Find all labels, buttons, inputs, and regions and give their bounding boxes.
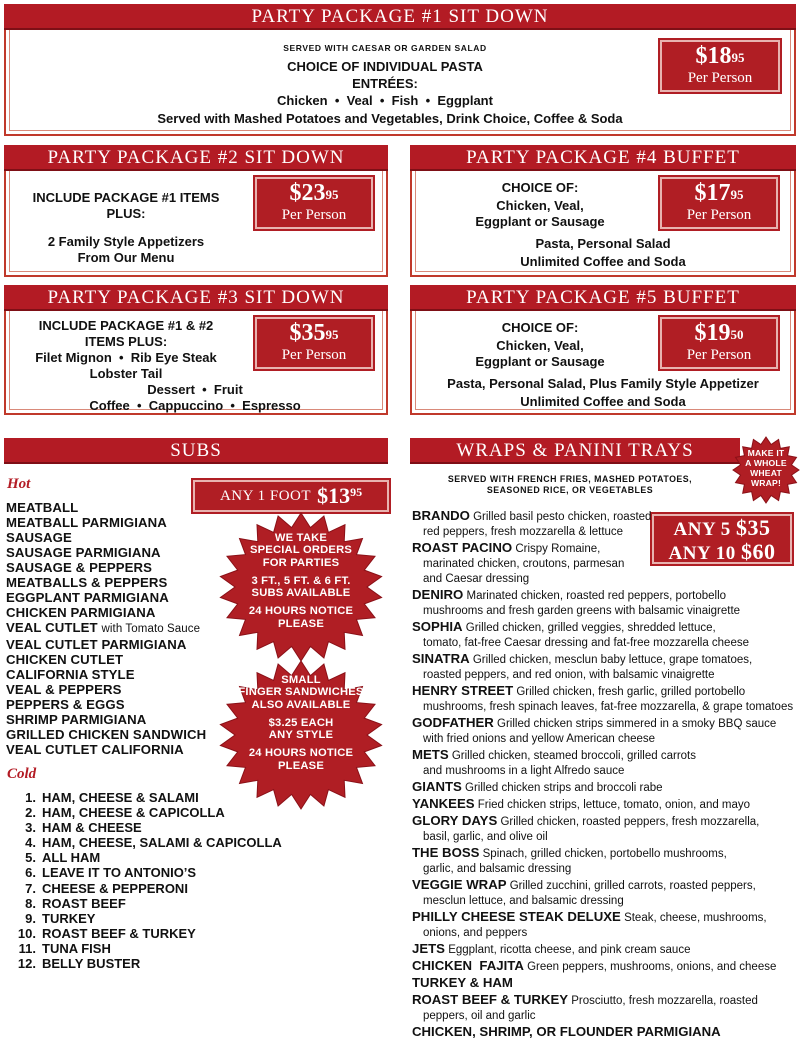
package3-line6: Coffee • Cappuccino • Espresso [89,398,301,413]
package5-price-badge [660,317,778,369]
wrap-item [412,992,798,1024]
starburst-line: FINGER SANDWICHES [238,686,364,699]
wrap-item [412,796,798,813]
starburst-line: PLEASE [278,617,324,630]
wrap-first-line [412,587,798,604]
wrap-first-line [412,683,798,700]
package1-title: PARTY PACKAGE #1 SIT DOWN [4,4,796,30]
any10-line: ANY 10 $60 [668,539,776,564]
cold-sub-name: TUNA FISH [42,940,111,956]
hot-sub-name: VEAL CUTLET CALIFORNIA [6,742,184,757]
wrap-item [412,779,798,796]
hot-sub-name: GRILLED CHICKEN SANDWICH [6,727,207,742]
starburst-line: PLEASE [278,759,324,772]
package3-line2: ITEMS PLUS: [84,334,168,349]
wrap-item [412,683,798,715]
package3-per-person: Per Person [281,347,347,363]
package3-line4: Lobster Tail [89,366,163,381]
wrap-description-continued: basil, garlic, and olive oil [423,831,548,843]
wrap-name: SINATRA [412,651,470,666]
package4-price: $\$17^{95}$ [694,180,744,206]
package4-line4: Pasta, Personal Salad [535,236,671,251]
cold-sub-item [16,896,316,911]
wrap-item [412,909,798,941]
starburst-line: A WHOLE [745,458,787,468]
package3-price: $\$35^{95}$ [289,320,339,346]
wrap-name: ROAST BEEF & TURKEY [412,992,569,1007]
wrap-description: Grilled chicken strips simmered in a smoky BBQ sauce [497,718,777,730]
package4-per-person: Per Person [686,207,752,223]
wrap-name: CHICKEN FAJITA [412,958,524,973]
wrap-description-continued: onions, and peppers [423,927,528,939]
package5-line1: CHOICE OF: [501,320,579,335]
wrap-item [412,941,798,958]
package5-per-person: Per Person [686,347,752,363]
wrap-name: ROAST PACINO [412,540,513,555]
starburst-line: $3.25 EACH [268,716,334,729]
wrap-description: Grilled chicken, grilled veggies, shredded lettuce, [465,622,716,634]
wraps-list [412,508,798,1041]
wrap-name: GODFATHER [412,715,494,730]
cold-sub-name: CHEESE & PEPPERONI [42,880,188,896]
cold-sub-number: 1. [25,790,36,805]
wrap-name: HENRY STREET [412,683,514,698]
hot-sub-name: SAUSAGE [6,530,72,545]
hot-sub-name: CALIFORNIA STYLE [6,667,135,682]
wrap-first-line [412,1024,798,1041]
package2-line1: INCLUDE PACKAGE #1 ITEMS [32,190,220,205]
starburst-line: SUBS AVAILABLE [251,587,351,600]
wrap-item [412,813,798,845]
any-foot-label: ANY 1 FOOT [219,487,312,504]
wrap-description-continued: tomato, fat-free Caesar dressing and fat-free mozzarella cheese [423,637,749,649]
wrap-first-line [412,975,798,992]
wrap-description: Spinach, grilled chicken, portobello mushrooms, [482,848,727,860]
subs-title: SUBS [4,438,388,464]
wrap-description: Grilled zucchini, grilled carrots, roasted peppers, [509,880,756,892]
starburst-line: WRAP! [750,478,782,488]
wrap-description-continued: marinated chicken, croutons, parmesan [423,558,625,570]
wraps-served-note [420,474,720,496]
hot-sub-name: SAUSAGE & PEPPERS [6,560,153,575]
starburst-line: SMALL [281,674,321,686]
wrap-name: CHICKEN, SHRIMP, OR FLOUNDER PARMIGIANA [412,1024,721,1039]
cold-sub-name: ALL HAM [42,850,101,866]
wrap-item [412,540,798,587]
cold-sub-number: 5. [25,850,36,866]
package5-price: $\$19^{50}$ [694,320,744,346]
cold-sub-name: ROAST BEEF [42,895,126,911]
wrap-item [412,958,798,975]
hot-sub-name: PEPPERS & EGGS [6,697,125,712]
hot-sub-name: SAUSAGE PARMIGIANA [6,545,161,560]
wrap-first-line [412,958,798,975]
package1-per-person: Per Person [687,70,753,86]
starburst-line: 3 FT., 5 FT. & 6 FT. [251,574,351,587]
cold-sub-number: 7. [25,880,36,896]
package5-line3: Eggplant or Sausage [475,354,605,369]
cold-sub-item [16,820,316,835]
package2-line2: PLUS: [106,206,146,221]
hot-sub-note: with Tomato Sauce [101,623,201,635]
package5-line5: Unlimited Coffee and Soda [520,394,686,409]
package3-price-badge [255,317,373,369]
wrap-description: Grilled basil pesto chicken, roasted [473,511,652,523]
any5-line: ANY 5 $35 [673,515,771,540]
wrap-description: Crispy Romaine, [515,543,601,555]
package2-per-person: Per Person [281,207,347,223]
cold-sub-item [16,865,316,880]
package4-line5: Unlimited Coffee and Soda [520,254,686,269]
wrap-item [412,747,798,779]
wrap-name: VEGGIE WRAP [412,877,507,892]
hot-sub-name: MEATBALLS & PEPPERS [6,575,168,590]
wrap-first-line [412,796,798,813]
package1-served: SERVED WITH CAESAR OR GARDEN SALAD [283,43,487,53]
wrap-name: METS [412,747,449,762]
wrap-name: BRANDO [412,508,470,523]
wrap-description-continued: peppers, oil and garlic [423,1010,536,1022]
wrap-first-line [412,619,798,636]
wrap-description-continued: roasted peppers, and red onion, with balsamic vinaigrette [423,669,715,681]
wrap-first-line [412,813,798,830]
cold-sub-number: 11. [18,940,36,956]
cold-sub-name: HAM, CHEESE & CAPICOLLA [42,805,225,821]
package5-title: PARTY PACKAGE #5 BUFFET [410,285,796,311]
starburst-line: WE TAKE [274,532,328,544]
special-orders-text [236,532,366,630]
cold-sub-name: ROAST BEEF & TURKEY [42,925,196,941]
package1-footer: Served with Mashed Potatoes and Vegetables, Drink Choice, Coffee & Soda [157,111,623,126]
any-foot-price: $\$13^{95}$ [317,483,363,508]
finger-sandwiches-text [234,674,368,772]
package1-entrees: Chicken • Veal • Fish • Eggplant [277,93,493,108]
wrap-item [412,508,798,540]
wrap-description: Grilled chicken, steamed broccoli, grilled carrots [451,750,696,762]
cold-sub-number: 2. [25,805,36,821]
wrap-first-line [412,508,798,525]
wrap-description: Marinated chicken, roasted red peppers, portobello [466,590,727,602]
hot-sub-name: CHICKEN PARMIGIANA [6,605,156,620]
wrap-name: GLORY DAYS [412,813,498,828]
cold-sub-item [16,790,316,805]
wrap-description-continued: garlic, and balsamic dressing [423,863,572,875]
cold-sub-number: 3. [25,820,36,836]
starburst-line: MAKE IT [747,448,785,458]
wrap-description: Eggplant, ricotta cheese, and pink cream sauce [448,944,691,956]
starburst-line: ALSO AVAILABLE [251,698,351,711]
package1-entrees-label: ENTRÉES: [352,76,418,91]
wrap-name: PHILLY CHEESE STEAK DELUXE [412,909,621,924]
package4-line2: Chicken, Veal, [496,198,584,213]
cold-sub-name: BELLY BUSTER [42,956,141,972]
hot-sub-name: MEATBALL [6,500,79,515]
starburst-line: WHEAT [750,468,782,478]
wrap-first-line [412,715,798,732]
wrap-description-continued: with fried onions and yellow American cheese [423,733,656,745]
hot-sub-name: CHICKEN CUTLET [6,652,124,667]
wraps-served-line2: SEASONED RICE, OR VEGETABLES [486,485,654,495]
cold-sub-item [16,941,316,956]
hot-sub-name: VEAL & PEPPERS [6,682,122,697]
wrap-description-continued: mushrooms, fresh spinach leaves, fat-free mozzarella, & grape tomatoes [423,701,794,713]
cold-sub-name: HAM, CHEESE, SALAMI & CAPICOLLA [42,835,282,851]
wrap-first-line [412,941,798,958]
wrap-description: Green peppers, mushrooms, onions, and cheese [527,961,777,973]
starburst-line: ANY STYLE [268,729,334,742]
package4-price-badge [660,177,778,229]
wrap-name: JETS [412,941,445,956]
wrap-first-line [412,747,798,764]
wrap-description: Grilled chicken, fresh garlic, grilled portobello [516,686,746,698]
wrap-item [412,715,798,747]
wrap-item [412,877,798,909]
wrap-description-continued: and Caesar dressing [423,573,530,585]
hot-sub-name: SHRIMP PARMIGIANA [6,712,147,727]
package2-price: $\$23^{95}$ [289,180,339,206]
hot-label: Hot [7,476,31,492]
package3-title: PARTY PACKAGE #3 SIT DOWN [4,285,388,311]
package4-line3: Eggplant or Sausage [475,214,605,229]
package1-price: $\$18^{95}$ [695,43,745,69]
cold-sub-item [16,956,316,971]
package3-line5: Dessert • Fruit [147,382,243,397]
wrap-name: YANKEES [412,796,475,811]
wrap-description: Steak, cheese, mushrooms, [624,912,767,924]
package3-line1: INCLUDE PACKAGE #1 & #2 [38,318,214,333]
cold-sub-number: 4. [25,835,36,851]
wrap-item [412,587,798,619]
package5-line4: Pasta, Personal Salad, Plus Family Style Appetizer [447,376,759,391]
wrap-name: TURKEY & HAM [412,975,513,990]
wraps-served-line1: SERVED WITH FRENCH FRIES, MASHED POTATOES, [447,474,693,484]
cold-sub-item [16,911,316,926]
hot-sub-name: VEAL CUTLET [6,620,98,635]
wrap-description: Grilled chicken, mesclun baby lettuce, grape tomatoes, [472,654,753,666]
cold-sub-number: 8. [25,895,36,911]
cold-sub-item [16,835,316,850]
starburst-line: FOR PARTIES [262,556,340,569]
cold-sub-item [16,926,316,941]
cold-sub-item [16,881,316,896]
cold-sub-item [16,850,316,865]
wrap-first-line [412,877,798,894]
cold-sub-name: HAM & CHEESE [42,820,142,836]
cold-sub-name: TURKEY [42,910,96,926]
wrap-item [412,845,798,877]
cold-subs-list [16,790,316,971]
wrap-first-line [412,992,798,1009]
package2-line4: From Our Menu [77,250,175,265]
package2-title: PARTY PACKAGE #2 SIT DOWN [4,145,388,171]
wrap-description: Grilled chicken, roasted peppers, fresh mozzarella, [500,816,760,828]
wrap-description: Grilled chicken strips and broccoli rabe [465,782,663,794]
cold-label: Cold [7,766,37,782]
starburst-line: 24 HOURS NOTICE [248,605,354,618]
wrap-first-line [412,779,798,796]
wrap-name: GIANTS [412,779,462,794]
hot-sub-name: VEAL CUTLET PARMIGIANA [6,637,187,652]
whole-wheat-badge-text [738,448,794,488]
cold-sub-item [16,805,316,820]
wrap-item [412,975,798,992]
wrap-description: Prosciutto, fresh mozzarella, roasted [571,995,758,1007]
package1-choice: CHOICE OF INDIVIDUAL PASTA [287,59,483,74]
cold-sub-name: HAM, CHEESE & SALAMI [42,790,199,805]
wrap-first-line [412,651,798,668]
wrap-description-continued: mesclun lettuce, and balsamic dressing [423,895,624,907]
hot-sub-name: EGGPLANT PARMIGIANA [6,590,169,605]
wrap-item [412,1024,798,1041]
wrap-name: SOPHIA [412,619,463,634]
starburst-line: SPECIAL ORDERS [249,544,353,557]
package3-line3: Filet Mignon • Rib Eye Steak [35,350,217,365]
wrap-name: THE BOSS [412,845,480,860]
package1-price-badge [660,40,780,92]
package2-line3: 2 Family Style Appetizers [47,234,205,249]
cold-sub-number: 10. [17,925,36,941]
wrap-first-line [412,540,798,557]
wrap-first-line [412,845,798,862]
starburst-line: 24 HOURS NOTICE [248,747,354,760]
wraps-title: WRAPS & PANINI TRAYS [410,438,740,464]
cold-sub-name: LEAVE IT TO ANTONIO’S [42,865,197,881]
wrap-first-line [412,909,798,926]
hot-sub-name: MEATBALL PARMIGIANA [6,515,167,530]
wrap-name: DENIRO [412,587,464,602]
cold-sub-number: 6. [25,865,36,881]
wrap-description-continued: and mushrooms in a light Alfredo sauce [423,765,625,777]
cold-sub-number: 9. [25,910,36,926]
wrap-description: Fried chicken strips, lettuce, tomato, onion, and mayo [477,799,751,811]
wrap-description-continued: mushrooms and fresh garden greens with balsamic vinaigrette [423,605,741,617]
wrap-description-continued: red peppers, fresh mozzarella & lettuce [423,526,624,538]
package2-price-badge [255,177,373,229]
cold-sub-number: 12. [17,956,36,972]
wrap-item [412,651,798,683]
package4-line1: CHOICE OF: [501,180,579,195]
wrap-item [412,619,798,651]
package5-line2: Chicken, Veal, [496,338,584,353]
package4-title: PARTY PACKAGE #4 BUFFET [410,145,796,171]
